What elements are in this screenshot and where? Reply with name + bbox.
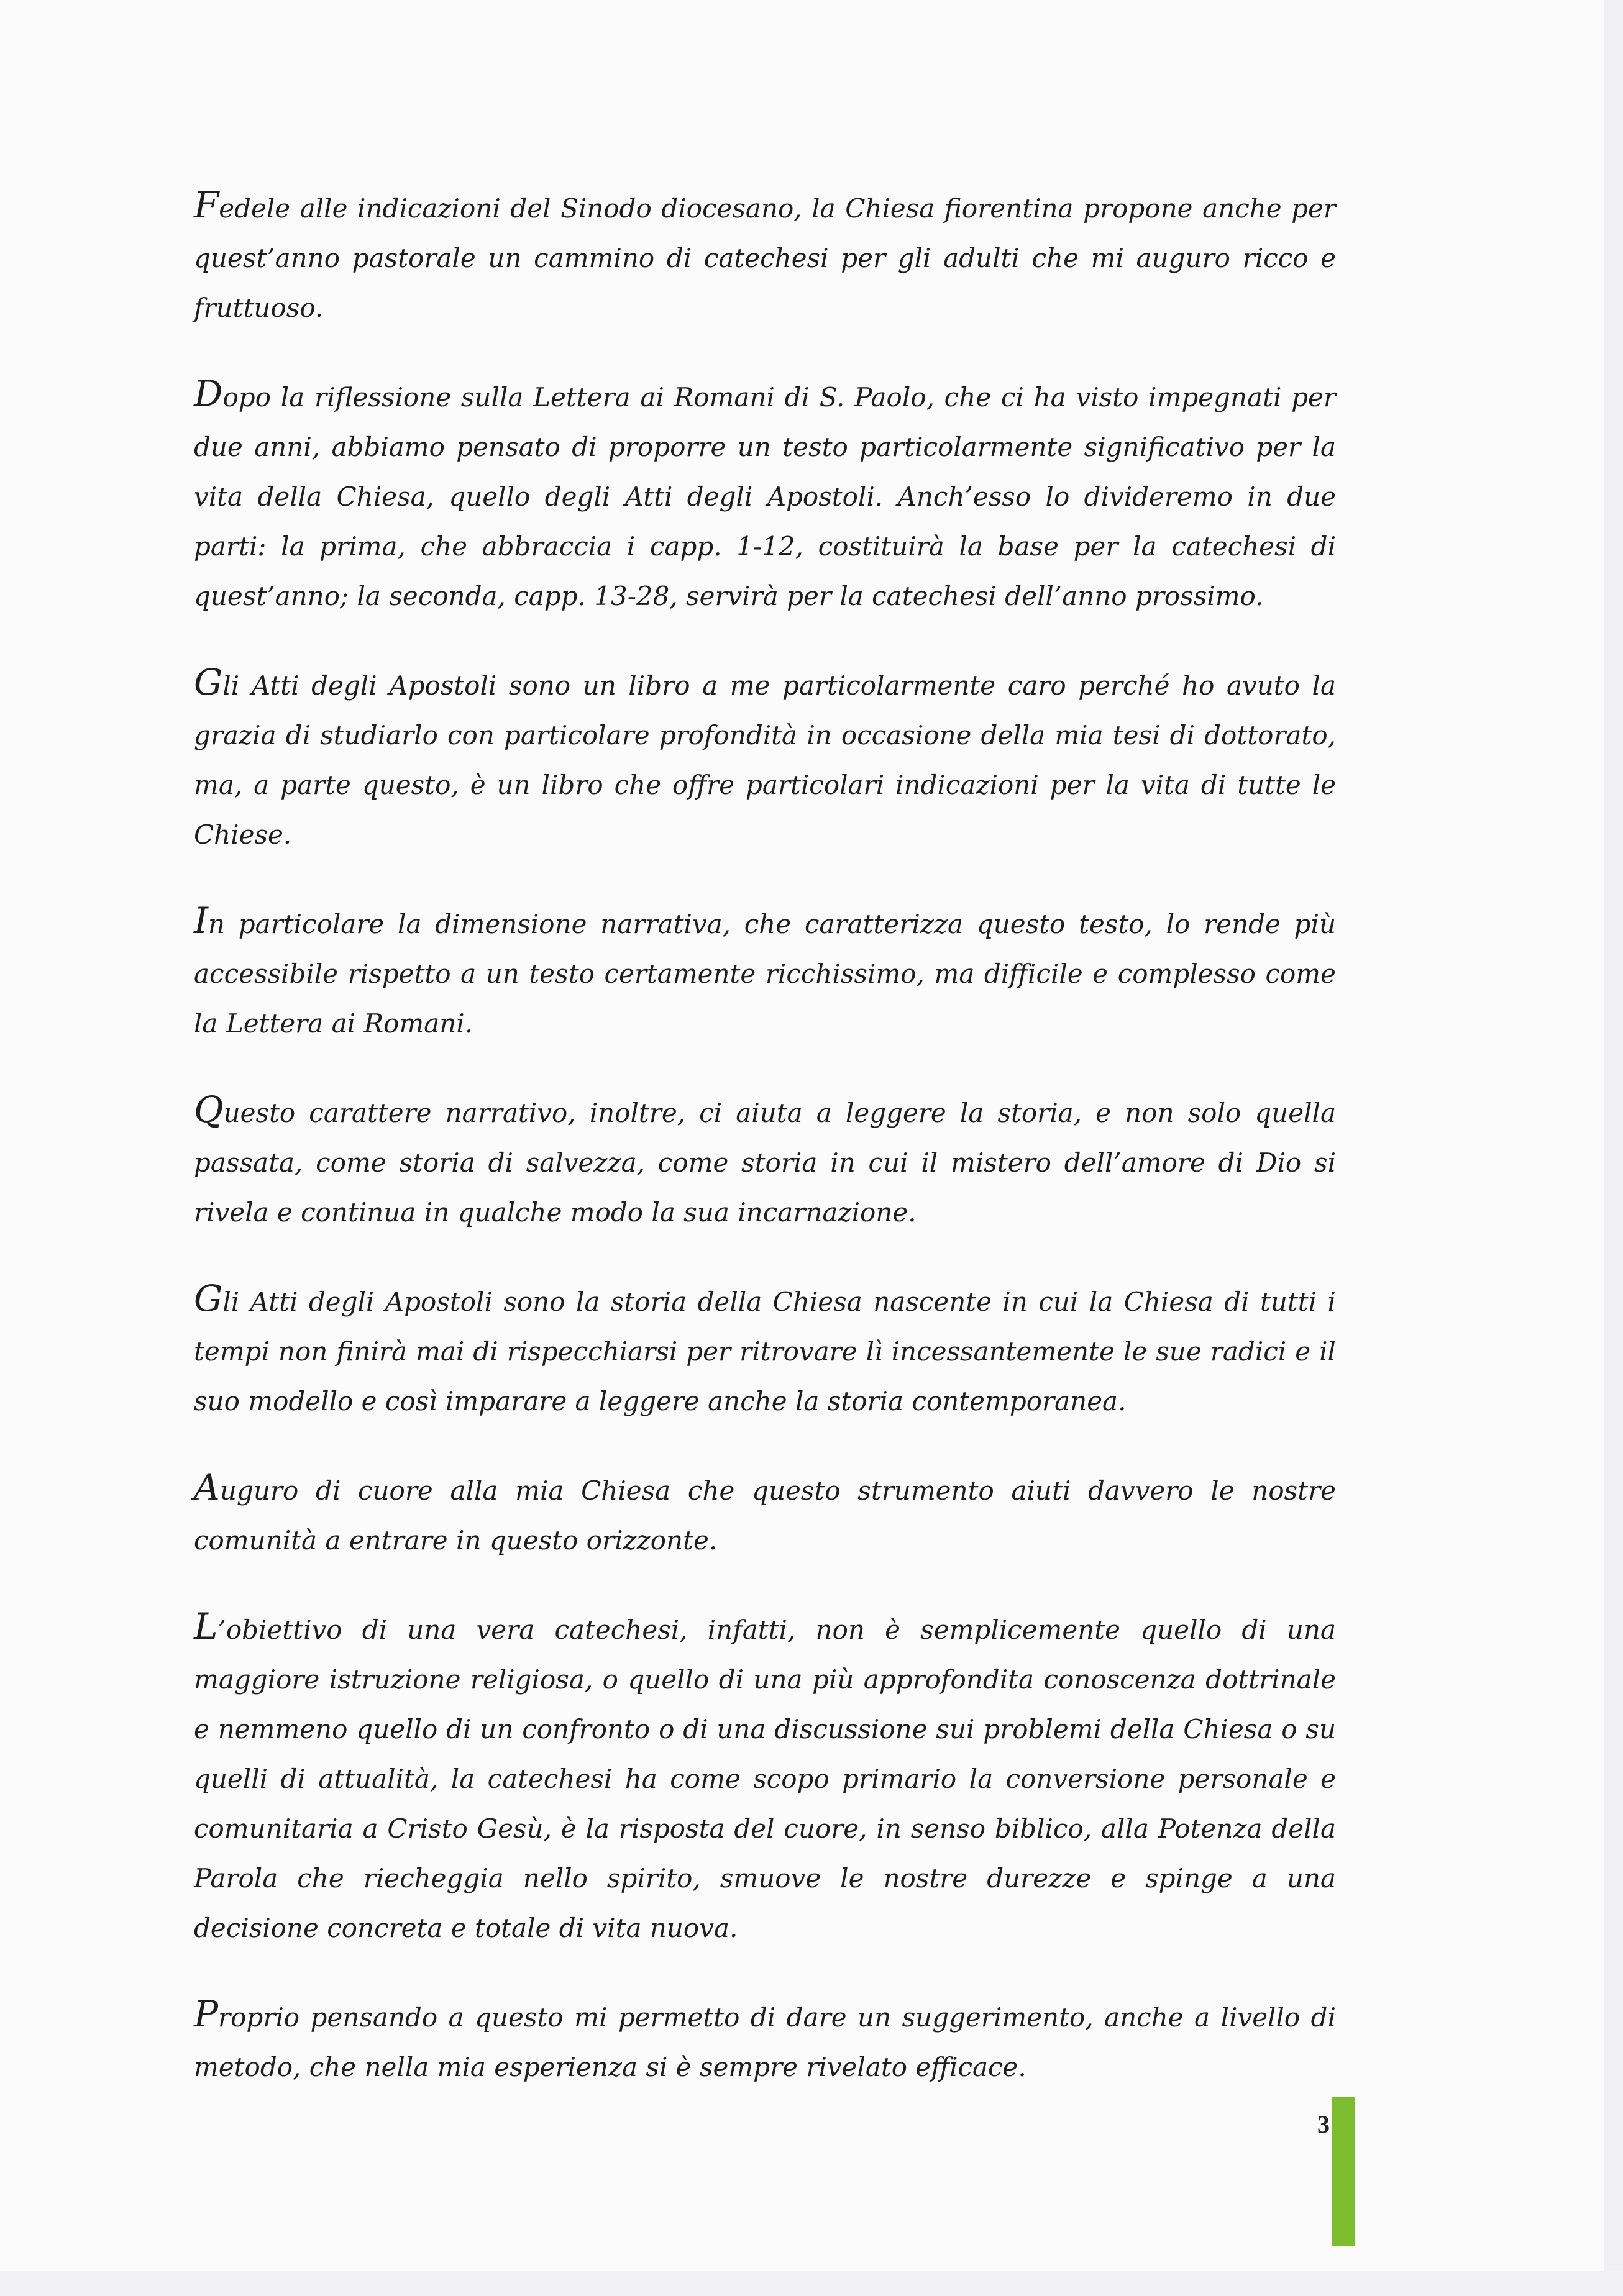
- page-edge-right: [1604, 0, 1623, 2296]
- paragraph-text: edele alle indicazioni del Sinodo diocesano, la Chiesa fiorentina propone anche per quest’anno pastorale un cammino di catechesi per gli adulti che mi auguro ricco e fruttuoso.: [194, 193, 1336, 323]
- paragraph-7: [194, 1466, 1336, 1565]
- paragraph-initial: P: [194, 1993, 219, 2035]
- paragraph-2: [194, 373, 1336, 621]
- paragraph-initial: I: [194, 900, 208, 942]
- paragraph-text: ’obiettivo di una vera catechesi, infatti, non è semplicemente quello di una maggiore istruzione religiosa, o quello di una più approfondita conoscenza dottrinale e nemmeno quello di un confronto o di una discussione sui problemi della Chiesa o su quelli di attualità, la catechesi ha come scopo primario la conversione personale e comunitaria a Cristo Gesù, è la risposta del cuore, in senso biblico, alla Potenza della Parola che riecheggia nello spirito, smuove le nostre durezze e spinge a una decisione concreta e totale di vita nuova.: [194, 1615, 1336, 1943]
- paragraph-text: uesto carattere narrativo, inoltre, ci aiuta a leggere la storia, e non solo quella passata, come storia di salvezza, come storia in cui il mistero dell’amore di Dio si rivela e continua in qualche modo la sua incarnazione.: [194, 1098, 1336, 1228]
- paragraph-text: n particolare la dimensione narrativa, che caratterizza questo testo, lo rende più accessibile rispetto a un testo certamente ricchissimo, ma difficile e complesso come la Lettera ai Romani.: [194, 909, 1336, 1039]
- paragraph-initial: Q: [194, 1088, 224, 1131]
- paragraph-initial: F: [194, 184, 219, 226]
- paragraph-initial: G: [194, 1277, 223, 1319]
- paragraph-text: li Atti degli Apostoli sono la storia della Chiesa nascente in cui la Chiesa di tutti i tempi non finirà mai di rispecchiarsi per ritrovare lì incessantemente le sue radici e il suo modello e così imparare a leggere anche la storia contemporanea.: [194, 1287, 1336, 1416]
- paragraph-initial: D: [194, 373, 223, 415]
- page-accent-bar: [1332, 2097, 1355, 2246]
- paragraph-text: uguro di cuore alla mia Chiesa che questo strumento aiuti davvero le nostre comunità a entrare in questo orizzonte.: [194, 1475, 1336, 1556]
- page-number: 3: [1317, 2110, 1330, 2138]
- paragraph-initial: A: [194, 1466, 220, 1508]
- paragraph-8: [194, 1605, 1336, 1953]
- paragraph-1: [194, 184, 1336, 333]
- paragraph-3: [194, 661, 1336, 860]
- paragraph-5: [194, 1088, 1336, 1237]
- page-edge-bottom: [0, 2271, 1623, 2296]
- paragraph-initial: G: [194, 661, 223, 703]
- paragraph-text: li Atti degli Apostoli sono un libro a me particolarmente caro perché ho avuto la grazia di studiarlo con particolare profondità in occasione della mia tesi di dottorato, ma, a parte questo, è un libro che offre particolari indicazioni per la vita di tutte le Chiese.: [194, 670, 1336, 850]
- paragraph-initial: L: [194, 1605, 218, 1647]
- paragraph-9: [194, 1993, 1336, 2092]
- paragraph-text: opo la riflessione sulla Lettera ai Romani di S. Paolo, che ci ha visto impegnati per due anni, abbiamo pensato di proporre un testo particolarmente significativo per la vita della Chiesa, quello degli Atti degli Apostoli. Anch’esso lo divideremo in due parti: la prima, che abbraccia i capp. 1-12, costituirà la base per la catechesi di quest’anno; la seconda, capp. 13-28, servirà per la catechesi dell’anno prossimo.: [194, 382, 1336, 611]
- paragraph-6: [194, 1277, 1336, 1426]
- body-text: [194, 184, 1336, 2132]
- paragraph-4: [194, 900, 1336, 1049]
- paragraph-text: roprio pensando a questo mi permetto di dare un suggerimento, anche a livello di metodo, che nella mia esperienza si è sempre rivelato efficace.: [194, 2002, 1336, 2082]
